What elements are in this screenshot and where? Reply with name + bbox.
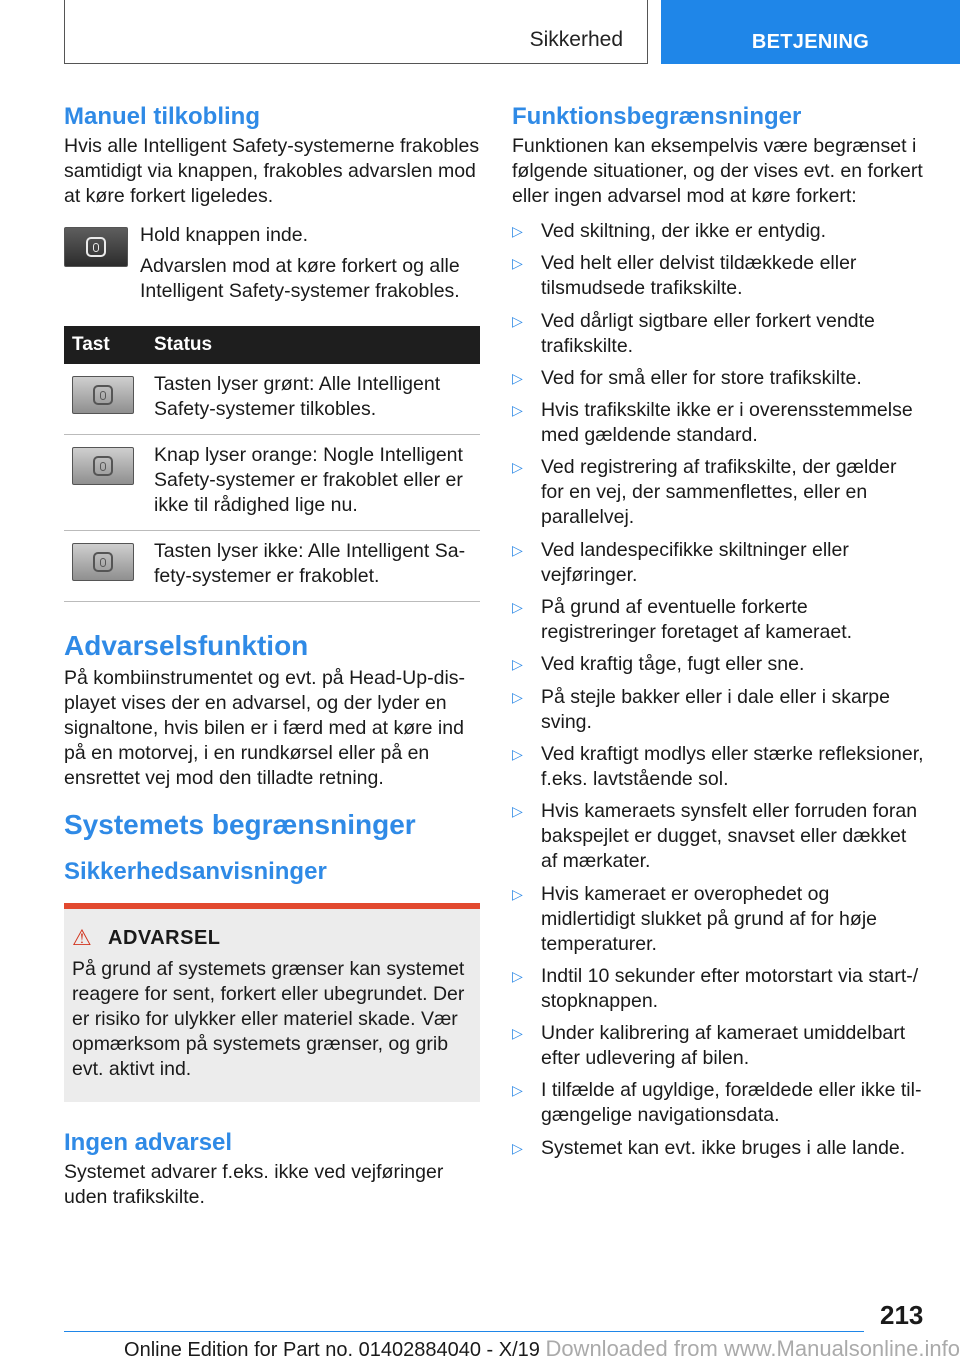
list-item: ▷ Ved kraftig tåge, fugt eller sne.: [512, 653, 805, 676]
warning-label: ADVARSEL: [108, 926, 221, 949]
no-warning-text: Systemet advarer f.eks. ikke ved vejføringer uden trafikskilte.: [64, 1161, 444, 1208]
status-cell: Tasten lyser ikke: Alle Intelligent Safety-systemer er frakoblet.: [146, 531, 480, 602]
left-column: [64, 100, 480, 1210]
triangle-bullet-icon: ▷: [512, 541, 523, 558]
button-off-image: [72, 543, 134, 581]
triangle-bullet-icon: ▷: [512, 599, 523, 616]
footer-divider: [64, 1331, 864, 1332]
triangle-bullet-icon: ▷: [512, 688, 523, 705]
page-footer: [64, 1336, 960, 1362]
triangle-bullet-icon: ▷: [512, 885, 523, 902]
function-limits-title: Funktionsbegrænsninger: [512, 103, 802, 130]
chapter-tab: BETJENING: [661, 0, 960, 64]
triangle-bullet-icon: ▷: [512, 803, 523, 820]
triangle-bullet-icon: ▷: [512, 656, 523, 673]
safety-button-icon: [86, 237, 106, 257]
step-block: [64, 223, 480, 304]
triangle-bullet-icon: ▷: [512, 223, 523, 239]
list-item: ▷ Ved helt eller delvist tildækkede eller tilsmudsede trafikskilte.: [512, 252, 857, 300]
right-column: [512, 100, 924, 1168]
step-line-1: Hold knappen inde.: [140, 224, 309, 246]
limits-title: Systemets begrænsninger: [64, 809, 416, 840]
manual-text: Hvis alle Intelligent Safety-systemerne frakobles samtidigt via knappen, frakobles advarslen mod at køre forkert ligeledes.: [64, 135, 480, 207]
status-cell: Tasten lyser grønt: Alle Intelligent Safety-systemer tilkobles.: [146, 364, 480, 435]
list-item: ▷ I tilfælde af ugyldige, forældede eller ikke tilgængelige navigationsdata.: [512, 1079, 922, 1127]
triangle-bullet-icon: ▷: [512, 255, 523, 272]
list-item: ▷ Systemet kan evt. ikke bruges i alle lande.: [512, 1136, 906, 1159]
manual-title: Manuel tilkobling: [64, 103, 260, 130]
list-item: ▷ Hvis kameraets synsfelt eller forruden foran bakspejlet er dugget, snavset eller dækket af mærkater.: [512, 800, 918, 873]
warning-function-text: På kombiinstrumentet og evt. på Head-Up-displayet vises der en advarsel, og der lyder en signaltone, hvis bilen er i færd med at køre ind på en motorvej, i en rundkørsel eller på en ensrettet vej mod den tilladte retning.: [64, 667, 466, 789]
section-tab: [64, 0, 648, 64]
list-item: ▷ Ved registrering af trafikskilte, der gælder for en vej, der sammenflettes, eller en parallelvej.: [512, 456, 897, 529]
button-orange-image: [72, 447, 134, 485]
triangle-bullet-icon: ▷: [512, 1139, 523, 1156]
safety-button-image: [64, 227, 128, 267]
list-item: ▷ Ved dårligt sigtbare eller forkert vendte trafikskilte.: [512, 309, 875, 357]
table-row: [64, 435, 480, 531]
page-header: [0, 0, 960, 66]
list-item: ▷ Hvis trafikskilte ikke er i overensstemmelse med gældende standard.: [512, 399, 913, 447]
function-limits-intro: Funktionen kan eksempelvis være begrænset i følgende situationer, og der vises evt. en forkert eller ingen advarsel mod at køre forkert:: [512, 135, 923, 207]
col-header-key: Tast: [64, 326, 146, 364]
list-item: ▷ Ved for små eller for store trafikskilte.: [512, 366, 862, 389]
list-item: ▷ Ved landespecifikke skiltninger eller vejføringer.: [512, 538, 849, 586]
triangle-bullet-icon: ▷: [512, 745, 523, 762]
page-number: 213: [880, 1300, 924, 1330]
list-item: ▷ Indtil 10 sekunder efter motorstart via start-/ stopknappen.: [512, 964, 919, 1012]
list-item: ▷ Ved skiltning, der ikke er entydig.: [512, 220, 827, 242]
table-row: [64, 531, 480, 602]
edition-text: Online Edition for Part no. 01402884040 - X/19: [124, 1339, 540, 1361]
list-item: ▷ På stejle bakker eller i dale eller i skarpe sving.: [512, 685, 891, 733]
key-status-table: [64, 326, 480, 602]
list-item: ▷ Ved kraftigt modlys eller stærke refleksioner, f.eks. lavtstående sol.: [512, 742, 924, 790]
warning-triangle-icon: ⚠: [72, 925, 93, 950]
triangle-bullet-icon: ▷: [512, 459, 523, 476]
no-warning-title: Ingen advarsel: [64, 1129, 233, 1156]
safety-button-icon: [93, 385, 113, 405]
safety-title: Sikkerhedsanvisninger: [64, 858, 327, 885]
warning-function-title: Advarselsfunktion: [64, 630, 309, 661]
list-item: ▷ På grund af eventuelle forkerte registreringer foretaget af kameraet.: [512, 596, 853, 644]
triangle-bullet-icon: ▷: [512, 1025, 523, 1042]
button-green-image: [72, 376, 134, 414]
warning-text: På grund af systemets grænser kan systemet reagere for sent, forkert eller ubegrundet. Der er risiko for ulykker eller materiel skade. Vær opmærksom på systemets grænser, og grib evt. aktivt ind.: [72, 958, 465, 1080]
triangle-bullet-icon: ▷: [512, 967, 523, 984]
triangle-bullet-icon: ▷: [512, 369, 523, 386]
section-title: Sikkerhed: [529, 28, 623, 51]
triangle-bullet-icon: ▷: [512, 312, 523, 329]
limits-list: [512, 219, 924, 1161]
triangle-bullet-icon: ▷: [512, 402, 523, 419]
table-row: [64, 364, 480, 435]
safety-button-icon: [93, 456, 113, 476]
warning-box: [64, 903, 480, 1102]
status-cell: Knap lyser orange: Nogle Intelligent Safety-systemer er frakoblet eller er ikke til rådighed lige nu.: [146, 435, 480, 531]
safety-button-icon: [93, 552, 113, 572]
step-line-2: Advarslen mod at køre forkert og alle Intelligent Safety-systemer frakobles.: [140, 255, 460, 302]
col-header-status: Status: [146, 326, 480, 364]
triangle-bullet-icon: ▷: [512, 1082, 523, 1099]
list-item: ▷ Hvis kameraet er overophedet og midlertidigt slukket på grund af for høje temperaturer.: [512, 882, 877, 955]
list-item: ▷ Under kalibrering af kameraet umiddelbart efter udlevering af bilen.: [512, 1022, 906, 1070]
download-source-text: Downloaded from www.Manualsonline.info: [545, 1336, 960, 1361]
